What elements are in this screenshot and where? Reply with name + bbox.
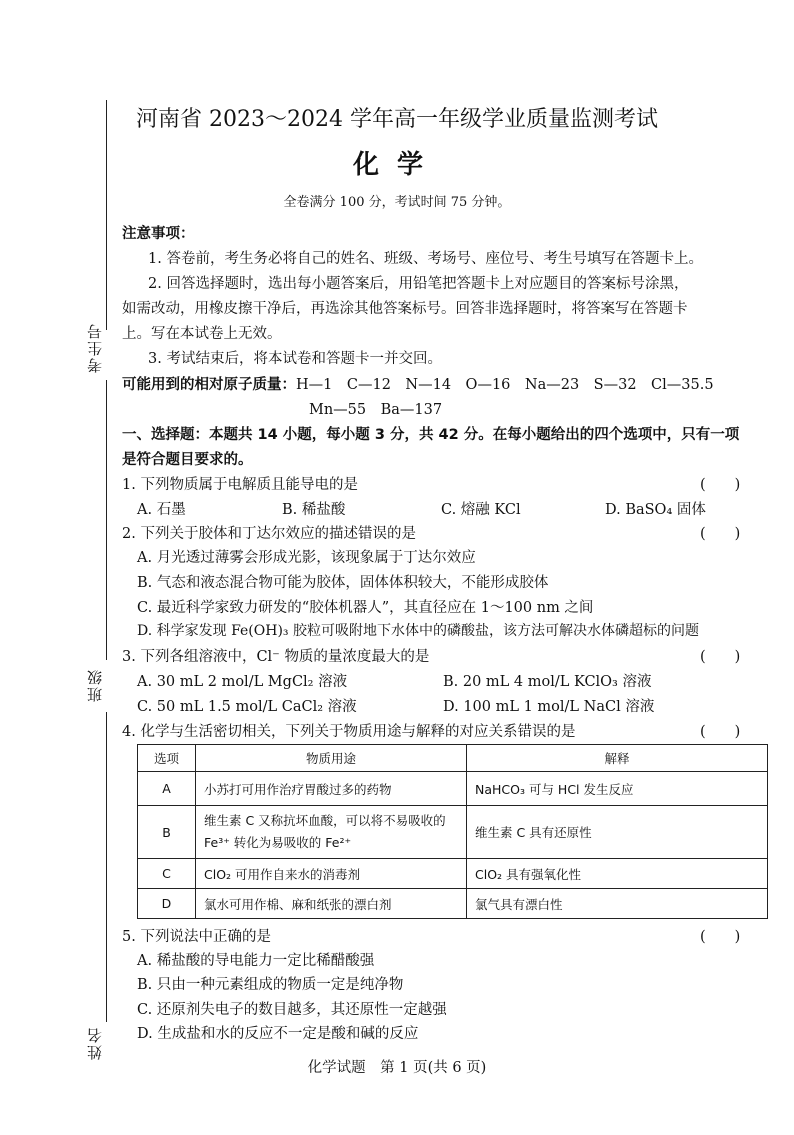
question-1-stem: 1. 下列物质属于电解质且能导电的是 — [122, 477, 358, 493]
q5-option-c: C. 还原剂失电子的数目越多，其还原性一定越强 — [137, 1002, 447, 1018]
answer-bracket-5: ( ) — [700, 929, 741, 945]
question-4-stem: 4. 化学与生活密切相关，下列关于物质用途与解释的对应关系错误的是 — [122, 724, 576, 740]
section-heading: 一、选择题：本题共 14 小题，每小题 3 分，共 42 分。在每小题给出的四个选项中，只有一项 — [122, 427, 740, 443]
note-1: 1. 答卷前，考生务必将自己的姓名、班级、考场号、座位号、考生号填写在答题卡上。 — [148, 251, 703, 267]
atomic-mass-label: 可能用到的相对原子质量： — [122, 377, 296, 393]
q2-option-c: C. 最近科学家致力研发的“胶体机器人”，其直径应在 1～100 nm 之间 — [137, 600, 594, 616]
q3-option-a: A. 30 mL 2 mol/L MgCl₂ 溶液 — [137, 674, 348, 690]
name-label: 姓名 — [86, 1026, 104, 1060]
table-cell-use: ClO₂ 可用作自来水的消毒剂 — [196, 859, 467, 889]
table-cell-explanation: 氯气具有漂白性 — [467, 889, 768, 919]
table-cell-explanation: ClO₂ 具有强氧化性 — [467, 859, 768, 889]
question-3-stem: 3. 下列各组溶液中，Cl⁻ 物质的量浓度最大的是 — [122, 649, 430, 665]
q3-option-b: B. 20 mL 4 mol/L KClO₃ 溶液 — [443, 674, 652, 690]
note-2: 2. 回答选择题时，选出每小题答案后，用铅笔把答题卡上对应题目的答案标号涂黑， — [148, 276, 689, 292]
q1-option-a: A. 石墨 — [137, 502, 186, 518]
table-header-option: 选项 — [138, 745, 196, 772]
q5-option-d: D. 生成盐和水的反应不一定是酸和碱的反应 — [137, 1026, 419, 1042]
table-row — [138, 889, 768, 919]
answer-bracket-4: ( ) — [700, 724, 741, 740]
table-header-explanation: 解释 — [467, 745, 768, 772]
table-cell-use: 氯水可用作棉、麻和纸张的漂白剂 — [196, 889, 467, 919]
atomic-mass-values: H—1 C—12 N—14 O—16 Na—23 S—32 Cl—35.5 — [296, 377, 714, 393]
answer-bracket-2: ( ) — [700, 526, 741, 542]
q3-option-c: C. 50 mL 1.5 mol/L CaCl₂ 溶液 — [137, 699, 357, 715]
table-row — [138, 806, 768, 859]
question-2-stem: 2. 下列关于胶体和丁达尔效应的描述错误的是 — [122, 526, 416, 542]
table-cell-option: B — [138, 806, 196, 859]
exam-title: 河南省 2023～2024 学年高一年级学业质量监测考试 — [136, 107, 658, 132]
table-header-use: 物质用途 — [196, 745, 467, 772]
table-cell-option: A — [138, 772, 196, 806]
note-2-cont: 如需改动，用橡皮擦干净后，再选涂其他答案标号。回答非选择题时，将答案写在答题卡 — [122, 301, 688, 317]
q1-option-c: C. 熔融 KCl — [441, 502, 521, 518]
q2-option-b: B. 气态和液态混合物可能为胶体，固体体积较大，不能形成胶体 — [137, 575, 549, 591]
table-row — [138, 859, 768, 889]
binding-line-top — [106, 100, 107, 330]
exam-number-label: 考生号 — [86, 322, 104, 373]
q5-option-b: B. 只由一种元素组成的物质一定是纯净物 — [137, 977, 404, 993]
table-cell-explanation: 维生素 C 具有还原性 — [467, 806, 768, 859]
table-cell-option: C — [138, 859, 196, 889]
table-cell-use: 小苏打可用作治疗胃酸过多的药物 — [196, 772, 467, 806]
section-heading-cont: 是符合题目要求的。 — [122, 452, 253, 468]
q2-option-a: A. 月光透过薄雾会形成光影，该现象属于丁达尔效应 — [137, 550, 476, 566]
notes-heading: 注意事项： — [122, 226, 195, 242]
question-5-stem: 5. 下列说法中正确的是 — [122, 929, 271, 945]
q1-option-b: B. 稀盐酸 — [282, 502, 346, 518]
atomic-masses-cont: Mn—55 Ba—137 — [309, 402, 443, 418]
answer-bracket-3: ( ) — [700, 649, 741, 665]
atomic-masses — [122, 373, 714, 394]
q4-table — [137, 744, 768, 919]
binding-line-lower — [106, 712, 107, 1022]
class-label: 班级 — [86, 668, 104, 702]
answer-bracket-1: ( ) — [700, 477, 741, 493]
full-score-note: 全卷满分 100 分，考试时间 75 分钟。 — [283, 195, 511, 210]
table-row — [138, 772, 768, 806]
table-cell-option: D — [138, 889, 196, 919]
subject-title: 化学 — [352, 150, 441, 180]
note-3: 3. 考试结束后，将本试卷和答题卡一并交回。 — [148, 351, 442, 367]
q2-option-d: D. 科学家发现 Fe(OH)₃ 胶粒可吸附地下水体中的磷酸盐，该方法可解决水体磷超标的问题 — [137, 623, 699, 639]
q1-option-d: D. BaSO₄ 固体 — [605, 502, 706, 518]
table-header-row — [138, 745, 768, 772]
page-footer: 化学试题 第 1 页(共 6 页) — [307, 1060, 487, 1076]
table-cell-explanation: NaHCO₃ 可与 HCl 发生反应 — [467, 772, 768, 806]
q5-option-a: A. 稀盐酸的导电能力一定比稀醋酸强 — [137, 953, 375, 969]
note-2-end: 上。写在本试卷上无效。 — [122, 326, 282, 342]
binding-line-mid — [106, 380, 107, 660]
table-cell-use: 维生素 C 又称抗坏血酸，可以将不易吸收的 Fe³⁺ 转化为易吸收的 Fe²⁺ — [196, 806, 467, 859]
q3-option-d: D. 100 mL 1 mol/L NaCl 溶液 — [443, 699, 655, 715]
